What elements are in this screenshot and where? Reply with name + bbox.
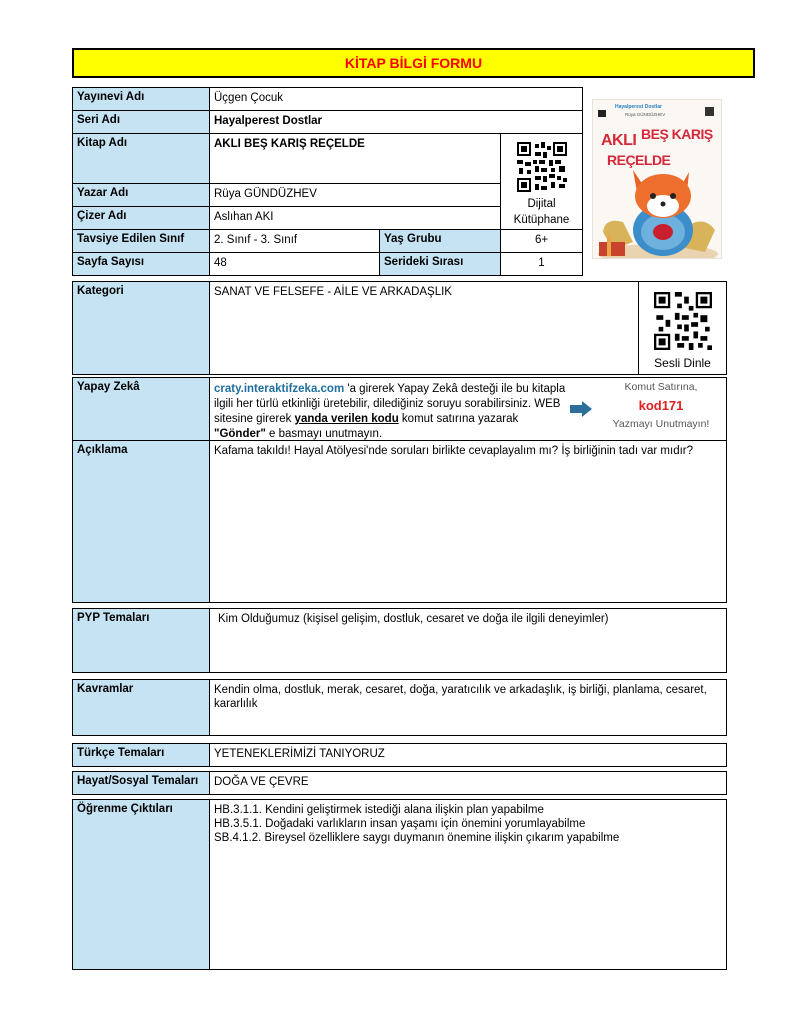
value-yazar: Rüya GÜNDÜZHEV xyxy=(209,183,501,207)
label-ogrenme: Öğrenme Çıktıları xyxy=(72,799,210,970)
sesli-dinle-caption: Sesli Dinle xyxy=(654,356,711,370)
cover-title-recelde: REÇELDE xyxy=(607,152,671,168)
ai-code[interactable]: kod171 xyxy=(638,398,684,413)
dijital-kutuphane-caption: Dijital Kütüphane xyxy=(513,198,570,226)
value-cizer: Aslıhan AKI xyxy=(209,206,501,230)
clapper-icon xyxy=(598,110,606,117)
yapay-zeka-cell xyxy=(209,377,727,441)
label-pyp: PYP Temaları xyxy=(72,608,210,673)
book-cover xyxy=(592,99,722,259)
label-sayfa: Sayfa Sayısı xyxy=(72,252,210,276)
label-yayinevi: Yayınevi Adı xyxy=(72,87,210,111)
value-turkce: YETENEKLERİMİZİ TANIYORUZ xyxy=(209,743,727,767)
cover-title-akli: AKLI xyxy=(601,132,637,149)
yapay-zeka-text-1: 'a girerek Yapay Zekâ desteği ile bu kitapla ilgili her türlü etkinliği üretebilir, dilediğiniz soruyu sorabilirsiniz. WEB sitesine girerek xyxy=(214,383,566,425)
dijital-kutuphane-cell xyxy=(500,133,583,230)
value-hayat: DOĞA VE ÇEVRE xyxy=(209,771,727,795)
arrow-right-icon xyxy=(570,401,592,417)
value-sayfa: 48 xyxy=(209,252,380,276)
value-kategori: SANAT VE FELSEFE - AİLE VE ARKADAŞLIK xyxy=(209,281,639,375)
label-turkce: Türkçe Temaları xyxy=(72,743,210,767)
form-title: KİTAP BİLGİ FORMU xyxy=(72,48,755,78)
yapay-zeka-text xyxy=(210,379,573,445)
value-seri: Hayalperest Dostlar xyxy=(209,110,583,134)
value-pyp: Kim Olduğumuz (kişisel gelişim, dostluk, cesaret ve doğa ile ilgili deneyimler) xyxy=(209,608,727,673)
cover-author: Rüya GÜNDÜZHEV xyxy=(625,112,666,117)
yazmayi-unutmayin: Yazmayı Unutmayın! xyxy=(612,418,710,430)
value-sinif: 2. Sınıf - 3. Sınıf xyxy=(209,229,380,253)
ogrenme-item: SB.4.1.2. Bireysel özelliklere saygı duymanın önemine ilişkin çıkarım yapabilme xyxy=(214,832,620,844)
fox-illustration xyxy=(593,162,722,259)
label-sira: Serideki Sırası xyxy=(379,252,501,276)
yapay-zeka-gonder: "Gönder" xyxy=(214,428,266,440)
value-sira: 1 xyxy=(500,252,583,276)
yapay-zeka-text-3: e basmayı unutmayın. xyxy=(265,428,383,440)
label-kitap: Kitap Adı xyxy=(72,133,210,184)
qr-code-icon[interactable] xyxy=(517,142,567,192)
kod-box xyxy=(596,378,726,440)
label-aciklama: Açıklama xyxy=(72,440,210,603)
ai-site-link[interactable]: craty.interaktifzeka.com xyxy=(214,383,345,395)
value-ogrenme xyxy=(209,799,727,970)
value-kavramlar: Kendin olma, dostluk, merak, cesaret, doğa, yaratıcılık ve arkadaşlık, iş birliği, planlama, cesaret, kararlılık xyxy=(209,679,727,736)
yapay-zeka-text-2: komut satırına yazarak xyxy=(398,413,519,425)
cover-qr-icon xyxy=(705,107,714,116)
cover-series: Hayalperest Dostlar xyxy=(615,104,662,110)
label-hayat: Hayat/Sosyal Temaları xyxy=(72,771,210,795)
yapay-zeka-emph: yanda verilen kodu xyxy=(294,413,399,425)
label-seri: Seri Adı xyxy=(72,110,210,134)
label-yapay-zeka: Yapay Zekâ xyxy=(72,377,210,441)
label-kavramlar: Kavramlar xyxy=(72,679,210,736)
label-sinif: Tavsiye Edilen Sınıf xyxy=(72,229,210,253)
cover-title-bes: BEŞ KARIŞ xyxy=(641,126,713,142)
ogrenme-item: HB.3.1.1. Kendini geliştirmek istediği alana ilişkin plan yapabilme xyxy=(214,804,544,816)
value-kitap: AKLI BEŞ KARIŞ REÇELDE xyxy=(209,133,501,184)
label-cizer: Çizer Adı xyxy=(72,206,210,230)
value-yas: 6+ xyxy=(500,229,583,253)
sesli-dinle-cell xyxy=(638,281,727,375)
komut-satirina: Komut Satırına, xyxy=(624,381,698,393)
label-kategori: Kategori xyxy=(72,281,210,375)
qr-code-icon[interactable] xyxy=(654,292,712,350)
value-yayinevi: Üçgen Çocuk xyxy=(209,87,583,111)
label-yas: Yaş Grubu xyxy=(379,229,501,253)
value-aciklama: Kafama takıldı! Hayal Atölyesi'nde soruları birlikte cevaplayalım mı? İş birliğinin tadı var mıdır? xyxy=(209,440,727,603)
ogrenme-item: HB.3.5.1. Doğadaki varlıkların insan yaşamı için önemini yorumlayabilme xyxy=(214,818,586,830)
label-yazar: Yazar Adı xyxy=(72,183,210,207)
